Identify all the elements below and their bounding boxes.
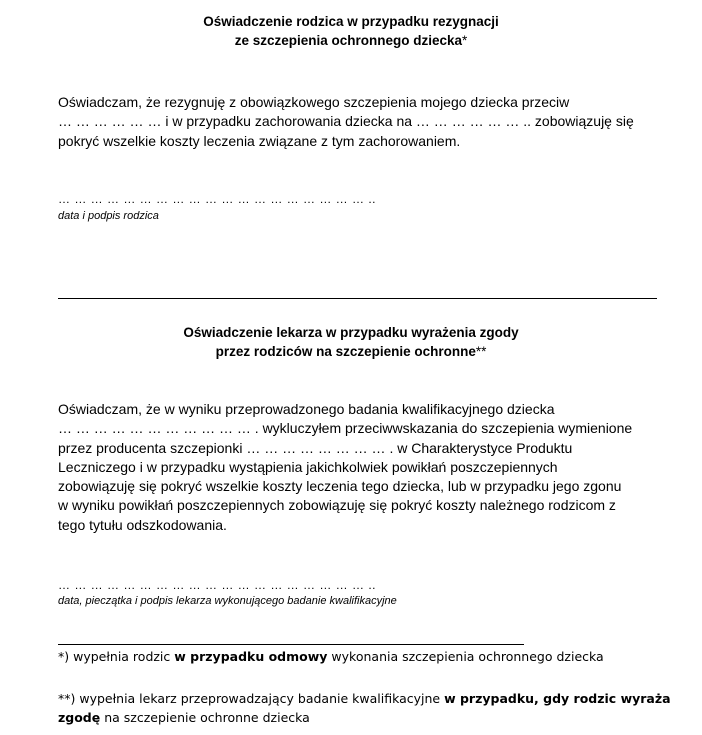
doctor-title-footnote-mark: ** xyxy=(475,344,487,359)
doctor-signature-line: … … … … … … … … … … … … … … … … … … … .. xyxy=(58,578,377,592)
doctor-statement-body xyxy=(58,400,670,535)
footnote-doctor-line2 xyxy=(58,708,671,727)
parent-title-line2-wrap xyxy=(0,31,702,50)
footnote-doctor-prefix: **) wypełnia lekarz przeprowadzający badanie kwalifikacyjne xyxy=(58,691,445,706)
doctor-title-line2: przez rodziców na szczepienie ochronne xyxy=(215,344,476,359)
doctor-body-line: w wyniku powikłań poszczepiennych zobowiązuję się pokryć koszty należnego rodzicom z xyxy=(58,497,616,514)
parent-body-line: Oświadczam, że rezygnuję z obowiązkowego szczepienia mojego dziecka przeciw xyxy=(58,94,570,110)
doctor-signature-caption: data, pieczątka i podpis lekarza wykonującego badanie kwalifikacyjne xyxy=(58,595,397,607)
doctor-body-line: … … … … … … … … … … … . wykluczyłem przeciwwskazania do szczepienia wymienione xyxy=(58,420,633,437)
parent-title-line2: ze szczepienia ochronnego dziecka xyxy=(234,33,463,48)
footnote-doctor-emphasis-2: zgodę xyxy=(58,710,101,725)
footnote-doctor-emphasis-1: w przypadku, gdy rodzic wyraża xyxy=(444,691,671,706)
footnote-doctor-suffix: na szczepienie ochronne dziecka xyxy=(100,710,310,725)
parent-title-footnote-mark: * xyxy=(462,33,468,48)
parent-signature-line: … … … … … … … … … … … … … … … … … … … .. xyxy=(58,192,377,206)
parent-body-line: pokryć wszelkie koszty leczenia związane z tym zachorowaniem. xyxy=(58,132,461,149)
parent-title-line1: Oświadczenie rodzica w przypadku rezygnacji xyxy=(203,14,499,29)
doctor-body-line: przez producenta szczepionki … … … … … … … … . w Charakterystyce Produktu xyxy=(58,439,573,456)
footnote-parent xyxy=(58,647,604,666)
parent-statement-title xyxy=(0,12,702,50)
footnote-doctor-line1 xyxy=(58,689,671,708)
section-divider xyxy=(58,298,657,299)
doctor-body-line: Oświadczam, że w wyniku przeprowadzonego badania kwalifikacyjnego dziecka xyxy=(58,401,555,417)
parent-body-line: … … … … … … i w przypadku zachorowania dziecka na … … … … … … .. zobowiązuję się xyxy=(58,113,634,130)
footnote-parent-suffix: wykonania szczepienia ochronnego dziecka xyxy=(327,649,604,664)
doctor-title-line1: Oświadczenie lekarza w przypadku wyrażenia zgody xyxy=(183,325,519,340)
footnote-doctor xyxy=(58,689,671,727)
doctor-body-line: tego tytułu odszkodowania. xyxy=(58,516,227,533)
parent-statement-body xyxy=(58,93,670,151)
parent-signature-caption: data i podpis rodzica xyxy=(58,210,159,222)
doctor-body-line: zobowiązuję się pokryć wszelkie koszty leczenia tego dziecka, lub w przypadku jego zgonu xyxy=(58,478,622,495)
footnote-separator xyxy=(58,644,524,645)
footnote-parent-emphasis: w przypadku odmowy xyxy=(174,649,328,664)
doctor-statement-title xyxy=(0,323,702,361)
doctor-title-line2-wrap xyxy=(0,342,702,361)
doctor-body-line: Leczniczego i w przypadku wystąpienia jakichkolwiek powikłań poszczepiennych xyxy=(58,458,558,475)
footnote-parent-prefix: *) wypełnia rodzic xyxy=(58,649,175,664)
